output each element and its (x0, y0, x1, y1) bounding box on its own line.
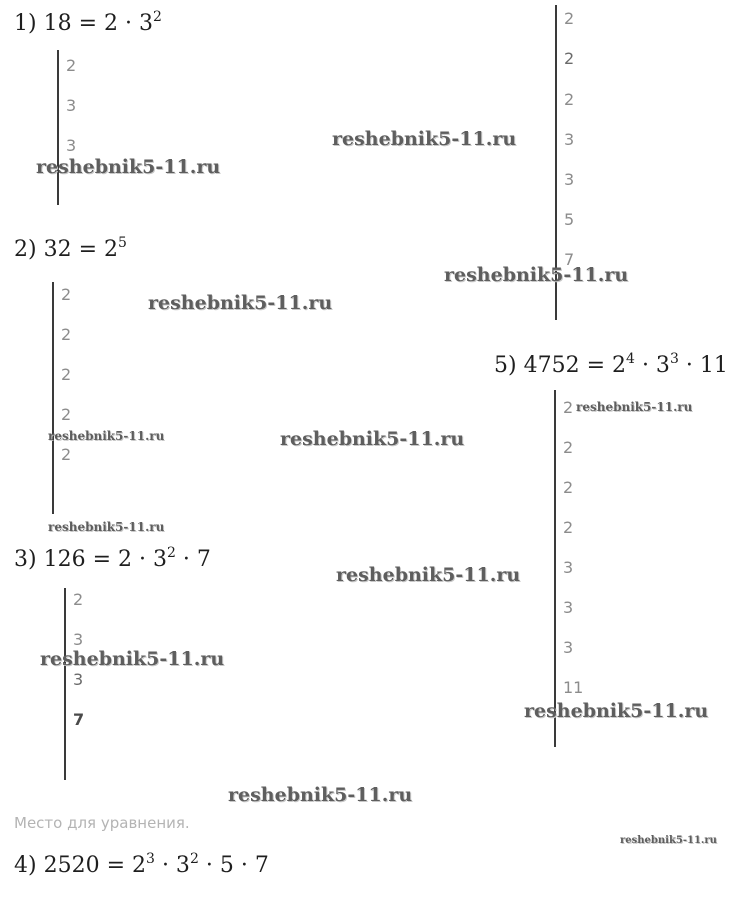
table-divisor: 3 (66, 136, 77, 155)
equation-rhs: · 3 (634, 353, 670, 378)
equation-lhs: 4752 (523, 353, 580, 378)
table-divider (64, 588, 66, 780)
equation-label: 5) (494, 353, 517, 378)
table-divisor: 7 (73, 710, 85, 729)
watermark: reshebnik5-11.ru (48, 429, 165, 443)
equation-rhs: 2 (132, 853, 147, 878)
watermark: reshebnik5-11.ru (620, 835, 717, 846)
equation-rhs: 2 · 3 (118, 547, 168, 572)
equation-lhs: 18 (43, 11, 72, 36)
watermark: reshebnik5-11.ru (228, 784, 413, 806)
table-divisor: 3 (564, 130, 575, 149)
table-divisor: 2 (564, 49, 575, 68)
equation-label: 2) (14, 237, 37, 262)
table-divider (52, 282, 54, 514)
table-divisor: 2 (61, 405, 72, 424)
equation-4: 4) $2520 = 2^3 \cdot 3^2 \cdot 5 \cdot 7$ (14, 851, 269, 878)
equation-5: 5) $4752 = 2^4 \cdot 3^3 \cdot 11$ (494, 351, 728, 378)
table-divisor: 2 (564, 9, 575, 28)
table-divisor: 3 (73, 670, 84, 689)
table-divisor: 3 (563, 638, 574, 657)
table-divisor: 2 (73, 590, 84, 609)
table-divisor: 2 (61, 445, 72, 464)
watermark: reshebnik5-11.ru (332, 128, 517, 150)
watermark: reshebnik5-11.ru (280, 428, 465, 450)
table-divisor: 3 (73, 630, 84, 649)
watermark: reshebnik5-11.ru (576, 400, 693, 414)
equation-rhs: 2 (612, 353, 627, 378)
equation-placeholder: Место для уравнения. (14, 814, 190, 832)
equation-lhs: 2520 (43, 853, 100, 878)
equation-2: 2) $32 = 2^5$ (14, 235, 127, 262)
equation-exponent: 2 (189, 851, 199, 867)
equation-rhs: · 3 (154, 853, 190, 878)
watermark: reshebnik5-11.ru (40, 648, 225, 670)
equation-rhs-tail: · 7 (175, 547, 211, 572)
equation-label: 3) (14, 547, 37, 572)
equation-label: 1) (14, 11, 37, 36)
table-divisor: 5 (564, 210, 575, 229)
equation-exponent: 2 (167, 545, 176, 561)
equation-rhs: 2 · 3 (104, 11, 154, 36)
table-divisor: 2 (61, 285, 72, 304)
table-divisor: 3 (563, 598, 574, 617)
table-divisor: 2 (563, 438, 574, 457)
table-divisor: 2 (563, 398, 574, 417)
equation-3: 3) $126 = 2 \cdot 3^2 \cdot 7$ (14, 545, 211, 572)
table-divisor: 2 (563, 478, 574, 497)
watermark: reshebnik5-11.ru (444, 264, 629, 286)
watermark: reshebnik5-11.ru (148, 292, 333, 314)
equation-rhs-tail: · 5 · 7 (198, 853, 269, 878)
table-divisor: 3 (564, 170, 575, 189)
table-divisor: 2 (564, 90, 575, 109)
table-divisor: 7 (564, 250, 575, 269)
table-divisor: 3 (66, 96, 77, 115)
equation-label: 4) (14, 853, 37, 878)
watermark: reshebnik5-11.ru (36, 156, 221, 178)
table-divisor: 2 (66, 56, 77, 75)
equation-exponent: 4 (626, 351, 635, 367)
table-divisor: 3 (563, 558, 574, 577)
watermark: reshebnik5-11.ru (524, 700, 709, 722)
table-divisor: 2 (563, 518, 574, 537)
equation-lhs: 126 (43, 547, 86, 572)
equation-exponent: 3 (669, 351, 679, 367)
table-divisor: 2 (61, 365, 72, 384)
equation-exponent: 2 (153, 9, 162, 25)
equation-exponent: 5 (118, 235, 127, 251)
equation-1: 1) $18 = 2 \cdot 3^2$ (14, 9, 162, 36)
watermark: reshebnik5-11.ru (336, 564, 521, 586)
table-divider (554, 390, 556, 747)
watermark: reshebnik5-11.ru (48, 520, 165, 534)
table-divider (57, 50, 59, 205)
equation-lhs: 32 (43, 237, 72, 262)
equation-rhs: 2 (104, 237, 119, 262)
table-divisor: 11 (563, 678, 584, 697)
table-divisor: 2 (61, 325, 72, 344)
equation-rhs-tail: · 11 (678, 353, 728, 378)
equation-exponent: 3 (146, 851, 155, 867)
